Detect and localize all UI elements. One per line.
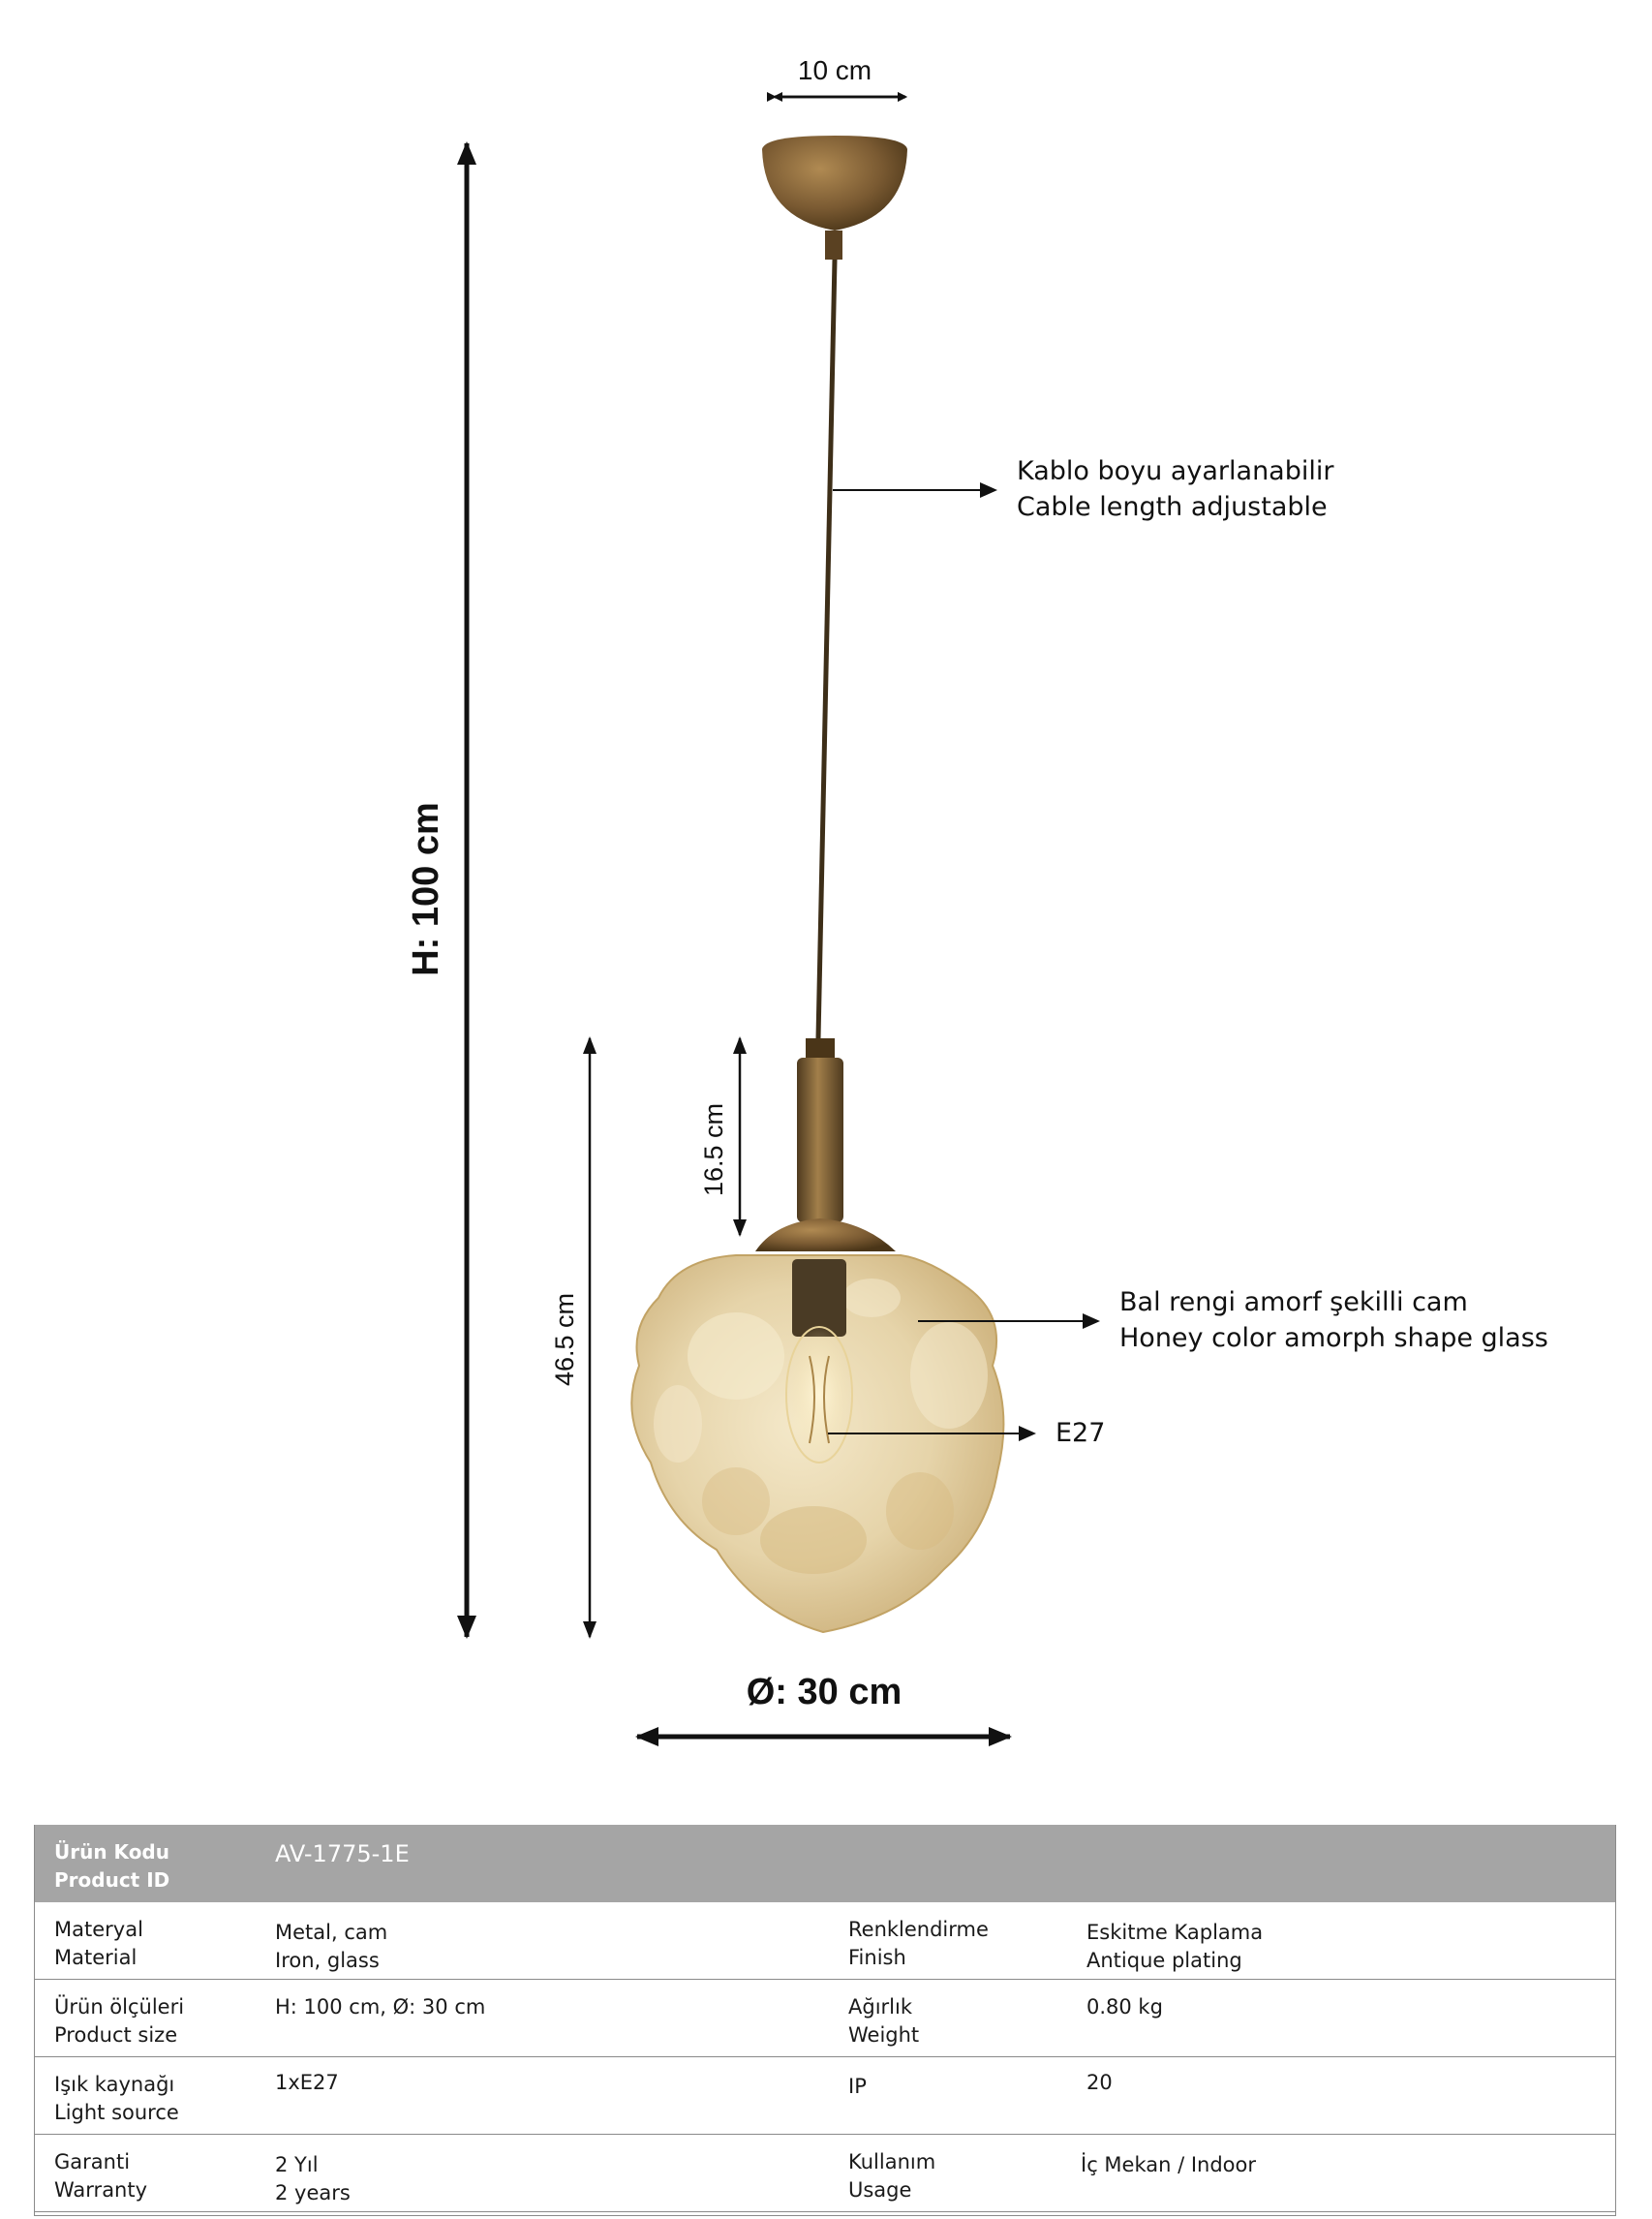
value-size: H: 100 cm, Ø: 30 cm <box>275 1995 486 2019</box>
product-id-value: AV-1775-1E <box>275 1840 410 1867</box>
label-ip: IP <box>848 2075 867 2098</box>
label-finish-tr: Renklendirme <box>848 1918 989 1941</box>
value-light-source: 1xE27 <box>275 2071 339 2094</box>
value-material-en: Iron, glass <box>275 1949 380 1972</box>
spec-table <box>34 1825 1616 2212</box>
spec-header-row <box>34 1825 1616 1902</box>
label-warranty-tr: Garanti <box>54 2150 131 2173</box>
spec-row-size <box>34 1980 1616 2057</box>
label-usage-en: Usage <box>848 2178 912 2202</box>
socket-callout <box>1055 1415 1105 1451</box>
label-size-en: Product size <box>54 2023 178 2047</box>
label-light-source-tr: Işık kaynağı <box>54 2073 175 2096</box>
label-weight-tr: Ağırlık <box>848 1995 912 2019</box>
label-size-tr: Ürün ölçüleri <box>54 1995 185 2019</box>
value-material-tr: Metal, cam <box>275 1921 388 1944</box>
label-warranty-en: Warranty <box>54 2178 148 2202</box>
lamp-neck <box>797 1058 843 1222</box>
cable-callout <box>1017 453 1333 525</box>
cable <box>818 260 835 1038</box>
diameter-label: Ø: 30 cm <box>746 1672 902 1712</box>
value-warranty-tr: 2 Yıl <box>275 2153 319 2176</box>
glass-callout-en: Honey color amorph shape glass <box>1119 1323 1548 1353</box>
cable-callout-tr: Kablo boyu ayarlanabilir <box>1017 456 1334 486</box>
bulb <box>786 1327 852 1463</box>
glass-callout-tr: Bal rengi amorf şekilli cam <box>1119 1287 1468 1317</box>
value-weight: 0.80 kg <box>1086 1995 1163 2019</box>
neck-height-label: 16.5 cm <box>699 1102 728 1197</box>
spec-row-warranty <box>34 2135 1616 2212</box>
label-weight-en: Weight <box>848 2023 920 2047</box>
spec-row-material <box>34 1902 1616 1980</box>
shade-height-label: 46.5 cm <box>550 1292 579 1387</box>
product-id-label-en: Product ID <box>54 1868 170 1892</box>
value-finish-tr: Eskitme Kaplama <box>1086 1921 1264 1944</box>
label-material-tr: Materyal <box>54 1918 143 1941</box>
value-warranty-en: 2 years <box>275 2181 351 2204</box>
value-finish-en: Antique plating <box>1086 1949 1242 1972</box>
value-usage: İç Mekan / Indoor <box>1081 2153 1257 2176</box>
glass-callout <box>1119 1284 1548 1356</box>
shade-collar <box>755 1218 896 1251</box>
label-light-source-en: Light source <box>54 2101 179 2124</box>
cable-callout-en: Cable length adjustable <box>1017 492 1328 522</box>
socket-callout-label: E27 <box>1055 1418 1106 1448</box>
socket <box>792 1259 846 1337</box>
height-label: H: 100 cm <box>406 802 446 976</box>
label-material-en: Material <box>54 1946 138 1969</box>
value-ip: 20 <box>1086 2071 1113 2094</box>
label-usage-tr: Kullanım <box>848 2150 936 2173</box>
product-id-label-tr: Ürün Kodu <box>54 1840 169 1864</box>
canopy-width-label: 10 cm <box>797 55 872 85</box>
label-finish-en: Finish <box>848 1946 906 1969</box>
ceiling-canopy <box>762 136 907 231</box>
spec-row-light-source <box>34 2057 1616 2135</box>
